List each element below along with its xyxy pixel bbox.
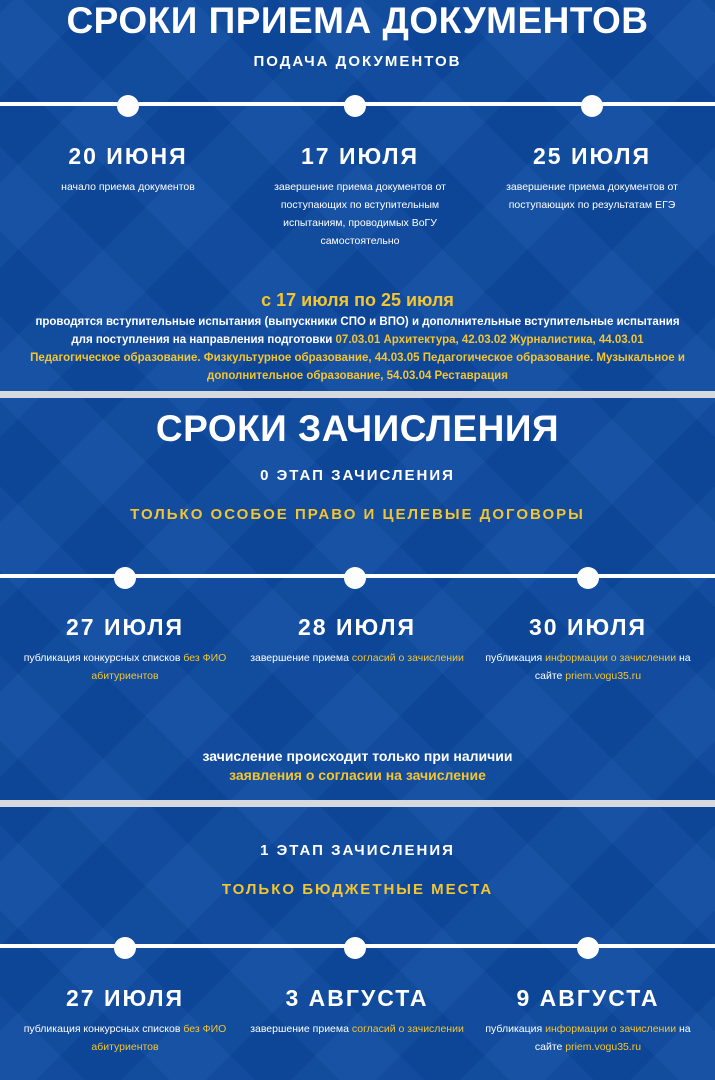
milestone <box>15 985 235 1056</box>
milestone-date: 27 ИЮЛЯ <box>65 985 185 1011</box>
text-segment: публикация конкурсных списков <box>23 1023 184 1035</box>
text-segment: публикация конкурсных списков <box>23 652 184 664</box>
timeline-dot <box>344 937 366 959</box>
separator <box>0 391 715 398</box>
milestone <box>478 614 698 685</box>
milestone-description <box>15 1020 235 1056</box>
timeline-dot <box>114 567 136 589</box>
stage-title: 1 ЭТАП ЗАЧИСЛЕНИЯ <box>260 842 455 859</box>
milestone <box>18 143 238 196</box>
milestone <box>15 614 235 685</box>
section-title: СРОКИ ЗАЧИСЛЕНИЯ <box>155 408 560 449</box>
milestone-date: 27 ИЮЛЯ <box>65 614 185 640</box>
milestone-date: 17 ИЮЛЯ <box>300 143 420 169</box>
milestone-date: 25 ИЮЛЯ <box>532 143 652 169</box>
timeline-dot <box>344 567 366 589</box>
milestone <box>247 614 467 667</box>
milestone-date: 9 АВГУСТА <box>516 985 660 1011</box>
milestone-date: 30 ИЮЛЯ <box>528 614 648 640</box>
highlight-text: информации о зачислении <box>545 1023 677 1035</box>
highlight-text: без ФИО абитуриентов <box>91 652 227 682</box>
milestone-description <box>478 649 698 685</box>
milestone-description <box>15 649 235 685</box>
timeline-dot <box>577 567 599 589</box>
timeline-dot <box>117 95 139 117</box>
highlight-text: согласий о зачислении <box>351 1023 464 1035</box>
text-segment: начало приема документов <box>61 181 195 193</box>
milestone <box>482 143 702 214</box>
timeline-dot <box>344 95 366 117</box>
highlight-text: priem.vogu35.ru <box>565 670 642 682</box>
highlight-text: согласий о зачислении <box>351 652 464 664</box>
timeline-dot <box>581 95 603 117</box>
section-subtitle: ПОДАЧА ДОКУМЕНТОВ <box>253 53 462 70</box>
milestone-description <box>18 178 238 196</box>
milestone-description <box>247 1020 467 1038</box>
milestone-description <box>247 649 467 667</box>
milestone-date: 20 ИЮНЯ <box>68 143 188 169</box>
range-text <box>0 313 715 385</box>
stage-title: 0 ЭТАП ЗАЧИСЛЕНИЯ <box>260 467 455 484</box>
text-segment: на сайте <box>534 652 691 682</box>
text-segment: публикация <box>485 652 546 664</box>
text-segment: проводятся вступительные испытания (выпускники СПО и ВПО) и дополнительные вступительные испытания для поступления на направления подготовки <box>35 316 680 346</box>
milestone <box>250 143 470 250</box>
text-segment: завершение приема документов от поступающих по результатам ЕГЭ <box>506 181 678 211</box>
highlight-text: 07.03.01 Архитектура, 42.03.02 Журналистика, 44.03.01 Педагогическое образование. Физкультурное образование, 44.03.05 Педагогическое образование. Музыкальное и дополнительное образование, 54.03.04 Реставрация <box>30 334 685 382</box>
text-segment: завершение приема <box>250 652 352 664</box>
text-segment: завершение приема документов от поступающих по вступительным испытаниям, проводимых ВоГУ самостоятельно <box>274 181 446 247</box>
timeline-dot <box>114 937 136 959</box>
text-segment: завершение приема <box>250 1023 352 1035</box>
highlight-text: priem.vogu35.ru <box>565 1041 642 1053</box>
enrollment-note: зачисление происходит только при наличии <box>202 748 513 764</box>
page-title: СРОКИ ПРИЕМА ДОКУМЕНТОВ <box>66 0 649 41</box>
stage-note: ТОЛЬКО ОСОБОЕ ПРАВО И ЦЕЛЕВЫЕ ДОГОВОРЫ <box>130 506 585 523</box>
highlight-text: без ФИО абитуриентов <box>91 1023 227 1053</box>
milestone <box>478 985 698 1056</box>
milestone-description <box>482 178 702 214</box>
text-segment: публикация <box>485 1023 546 1035</box>
milestone <box>247 985 467 1038</box>
stage-note: ТОЛЬКО БЮДЖЕТНЫЕ МЕСТА <box>221 881 494 898</box>
milestone-date: 3 АВГУСТА <box>285 985 429 1011</box>
enrollment-note-highlight: заявления о согласии на зачисление <box>229 767 486 783</box>
separator <box>0 800 715 807</box>
text-segment: на сайте <box>534 1023 691 1053</box>
milestone-description <box>478 1020 698 1056</box>
timeline-dot <box>577 937 599 959</box>
highlight-text: информации о зачислении <box>545 652 677 664</box>
milestone-date: 28 ИЮЛЯ <box>297 614 417 640</box>
milestone-description <box>250 178 470 250</box>
range-title: с 17 июля по 25 июля <box>261 290 454 310</box>
